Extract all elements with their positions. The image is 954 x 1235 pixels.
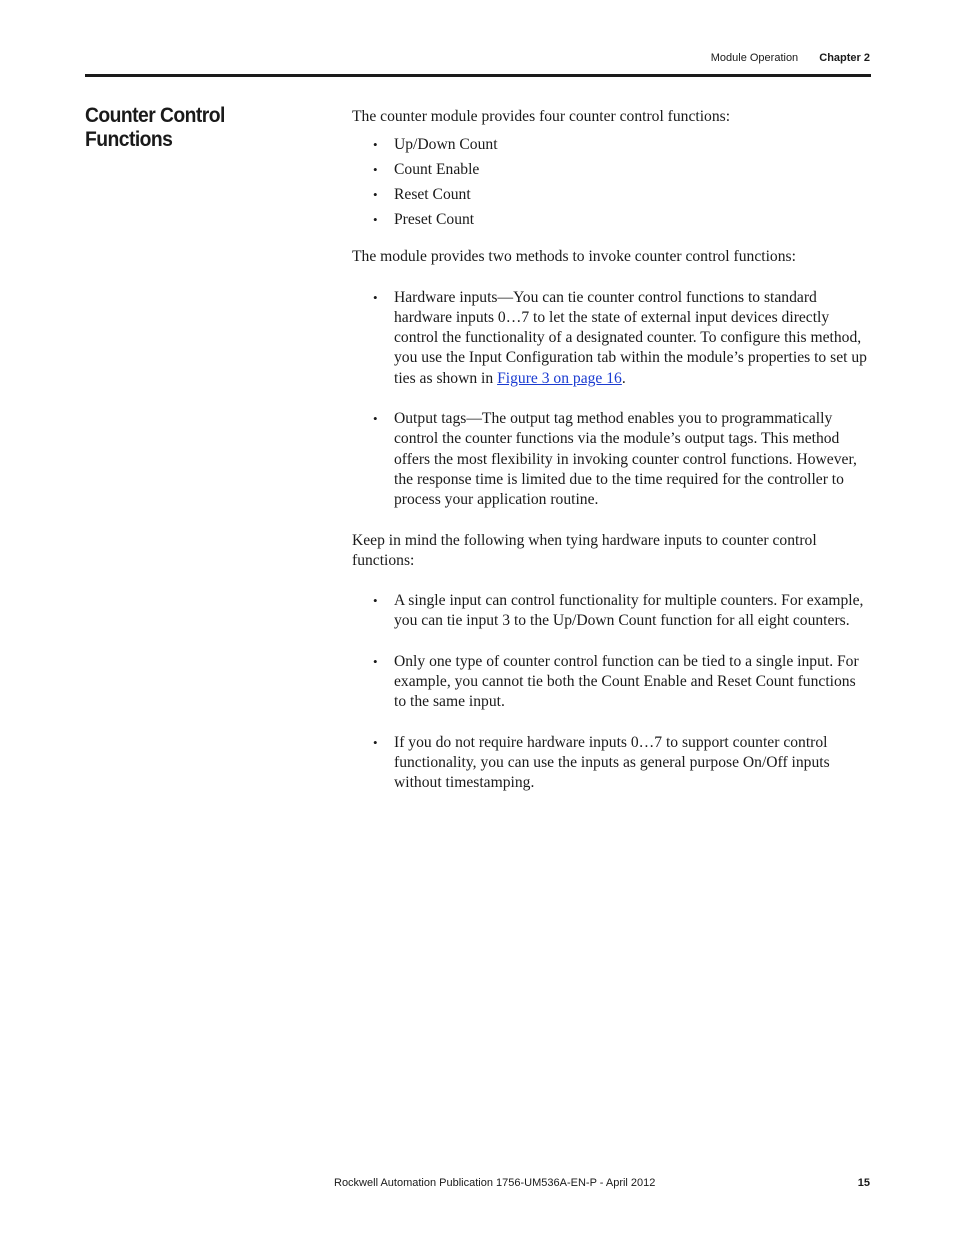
function-list (352, 132, 871, 232)
list-item (373, 652, 871, 713)
methods-intro-paragraph: The module provides two methods to invoke counter control functions: (352, 248, 796, 266)
list-item (373, 182, 871, 207)
list-item-output-tags (373, 409, 871, 510)
list-item (373, 132, 871, 157)
function-label: Count Enable (394, 161, 480, 179)
note-text: If you do not require hardware inputs 0…7 to support counter control functionality, you can use the inputs as general purpose On/Off inputs without timestamping. (394, 733, 830, 792)
bullet-icon: • (373, 187, 378, 203)
bullet-icon: • (373, 137, 378, 153)
list-item-hardware-inputs (373, 288, 871, 389)
methods-list (352, 288, 871, 511)
list-item (373, 733, 871, 794)
header-chapter-label: Chapter 2 (819, 52, 870, 64)
page-number: 15 (857, 1177, 870, 1189)
list-item (373, 207, 871, 232)
notes-list (352, 591, 871, 793)
hardware-inputs-text: Hardware inputs—You can tie counter control functions to standard hardware inputs 0…7 to let the state of external input devices directly control the functionality of a designated counter. To configure this method, you use the Input Configuration tab within the module’s properties to set up ties as shown in (394, 288, 867, 387)
bullet-icon: • (373, 212, 378, 228)
publication-info: Rockwell Automation Publication 1756-UM536A-EN-P - April 2012 (334, 1177, 656, 1189)
bullet-icon: • (373, 653, 378, 669)
bullet-icon: • (373, 411, 378, 427)
bullet-icon: • (373, 289, 378, 305)
header-section-title: Module Operation (710, 52, 799, 64)
note-text: Only one type of counter control function can be tied to a single input. For example, you cannot tie both the Count Enable and Reset Count functions to the same input. (394, 652, 859, 711)
function-label: Preset Count (394, 211, 475, 229)
figure-3-link[interactable]: Figure 3 on page 16 (497, 369, 622, 387)
section-heading: Counter Control Functions (85, 104, 225, 151)
function-label: Up/Down Count (394, 136, 498, 154)
intro-paragraph: The counter module provides four counter control functions: (352, 108, 731, 125)
list-item (373, 157, 871, 182)
hardware-inputs-end: . (621, 369, 626, 387)
keep-in-mind-paragraph: Keep in mind the following when tying hardware inputs to counter control functions: (352, 531, 817, 569)
running-header (711, 52, 870, 64)
header-rule (85, 74, 871, 77)
note-text: A single input can control functionality for multiple counters. For example, you can tie input 3 to the Up/Down Count function for all eight counters. (394, 592, 864, 630)
list-item (373, 591, 871, 632)
function-label: Reset Count (394, 186, 471, 204)
output-tags-text: Output tags—The output tag method enables you to programmatically control the counter functions via the module’s output tags. This method offers the most flexibility in invoking counter control functions. However, the response time is limited due to the time required for the controller to process your application routine. (394, 410, 857, 509)
bullet-icon: • (373, 162, 378, 178)
bullet-icon: • (373, 734, 378, 750)
bullet-icon: • (373, 593, 378, 609)
body-column (352, 107, 871, 814)
